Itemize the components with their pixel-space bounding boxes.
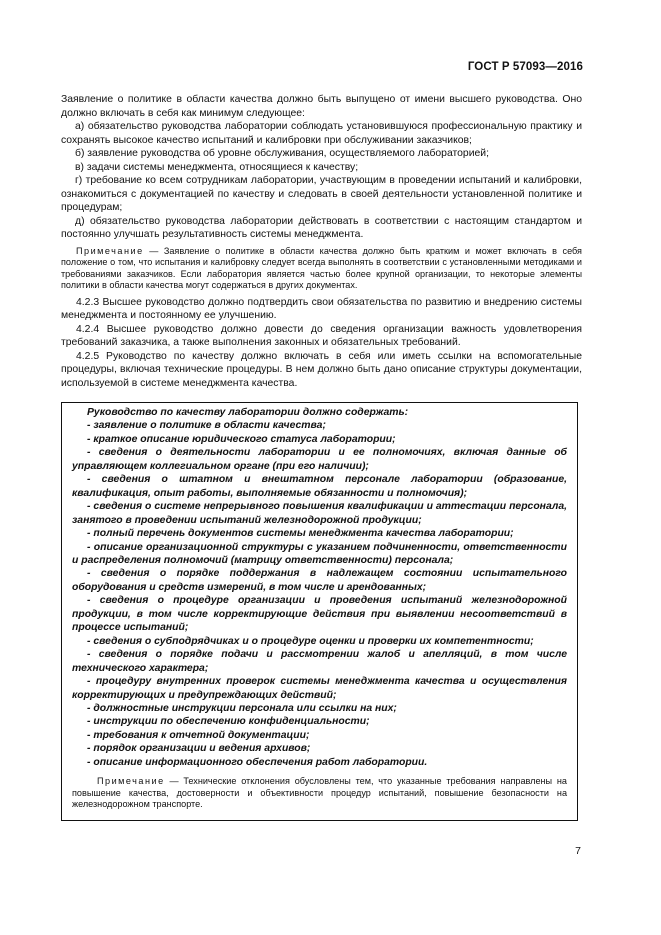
note-dash: — bbox=[143, 245, 164, 256]
framed-requirements-box bbox=[61, 402, 578, 821]
box-item: - сведения о деятельности лаборатории и ее полномочиях, включая данные об управляющем коллегиальном органе (при его наличии); bbox=[72, 447, 567, 472]
clause-4-2-3: 4.2.3 Высшее руководство должно подтвердить свои обязательства по развитию и внедрению системы менеджмента и постоянному ее улучшению. bbox=[61, 296, 582, 322]
intro-paragraph: Заявление о политике в области качества должно быть выпущено от имени высшего руководства. Оно должно включать в себя как минимум следующее: bbox=[61, 94, 582, 119]
note-text: Заявление о политике в области качества должно быть кратким и может включать в себя положение о том, что испытания и калибровку следует всегда выполнять в соответствии с установленными методиками и требованиями заказчиков. Если лаборатория является частью более крупной организации, то некоторые элементы политики в области качества могут содержаться в других документах. bbox=[61, 245, 582, 291]
box-note-label: Примечание bbox=[97, 776, 165, 787]
box-item: - краткое описание юридического статуса лаборатории; bbox=[87, 433, 396, 445]
list-item-a: а) обязательство руководства лаборатории соблюдать установившуюся профессиональную практику и сохранять высокое качество испытаний и калибровки при обслуживании заказчиков; bbox=[61, 121, 582, 146]
document-number: ГОСТ Р 57093—2016 bbox=[467, 61, 583, 73]
clause-4-2-4: 4.2.4 Высшее руководство должно довести до сведения организации важность удовлетворения требований заказчика, а также выполнения законных и обязательных требований. bbox=[61, 323, 582, 349]
box-item: - требования к отчетной документации; bbox=[87, 729, 310, 741]
box-item: - сведения о порядке подачи и рассмотрении жалоб и апелляций, в том числе технического характера; bbox=[72, 649, 567, 674]
box-item: - сведения о штатном и внештатном персонале лаборатории (образование, квалификация, опыт работы, выполняемые обязанности и полномочия); bbox=[72, 474, 567, 499]
box-note-text: Технические отклонения обусловлены тем, что указанные требования направлены на повышение качества, достоверности и объективности процедур испытаний, повышение безопасности на железнодорожном транспорте. bbox=[72, 776, 567, 810]
box-item: - сведения о системе непрерывного повышения квалификации и аттестации персонала, занятого в проведении испытаний железнодорожной продукции; bbox=[72, 501, 567, 526]
box-item: - процедуру внутренних проверок системы менеджмента качества и осуществления корректирующих и предупреждающих действий; bbox=[72, 676, 567, 701]
box-item: - сведения о субподрядчиках и о процедуре оценки и проверки их компетентности; bbox=[87, 635, 534, 647]
box-note bbox=[72, 776, 567, 811]
box-item: - полный перечень документов системы менеджмента качества лаборатории; bbox=[87, 528, 514, 540]
list-item-b: б) заявление руководства об уровне обслуживания, осуществляемого лабораторией; bbox=[75, 148, 489, 159]
box-title: Руководство по качеству лаборатории должно содержать: bbox=[87, 407, 409, 418]
note-paragraph bbox=[61, 246, 582, 292]
clause-4-2-5: 4.2.5 Руководство по качеству должно включать в себя или иметь ссылки на вспомогательные процедуры, включая технические процедуры. В нем должно быть дано описание структуры документации, используемой в системе менеджмента качества. bbox=[61, 350, 582, 389]
list-item-d: д) обязательство руководства лаборатории действовать в соответствии с настоящим стандартом и постоянно улучшать результативность системы менеджмента. bbox=[61, 215, 582, 240]
box-item: - описание организационной структуры с указанием подчиненности, ответственности и распределения полномочий (матрицу ответственности) персонала; bbox=[72, 541, 567, 566]
box-item: - заявление о политике в области качества; bbox=[87, 420, 326, 432]
list-item-g: г) требование ко всем сотрудникам лаборатории, участвующим в проведении испытаний и калибровки, ознакомиться с документацией по качеству и следовать в своей деятельности установленной политике и процедурам; bbox=[61, 175, 582, 213]
box-item: - сведения о порядке поддержания в надлежащем состоянии испытательного оборудования и средств измерений, в том числе и арендованных; bbox=[72, 568, 567, 593]
main-text bbox=[61, 93, 582, 390]
box-item: - сведения о процедуре организации и проведения испытаний железнодорожной продукции, в том числе корректирующие действия при выявлении несоответствий в процессе испытаний; bbox=[72, 595, 567, 634]
box-item: - инструкции по обеспечению конфиденциальности; bbox=[87, 716, 370, 728]
box-item: - описание информационного обеспечения работ лаборатории. bbox=[87, 756, 428, 768]
list-item-v: в) задачи системы менеджмента, относящиеся к качеству; bbox=[75, 161, 359, 173]
page-number: 7 bbox=[575, 845, 581, 857]
box-item: - порядок организации и ведения архивов; bbox=[87, 743, 311, 755]
box-item: - должностные инструкции персонала или ссылки на них; bbox=[87, 702, 397, 714]
box-note-dash: — bbox=[164, 776, 184, 787]
note-label: Примечание bbox=[76, 245, 144, 256]
